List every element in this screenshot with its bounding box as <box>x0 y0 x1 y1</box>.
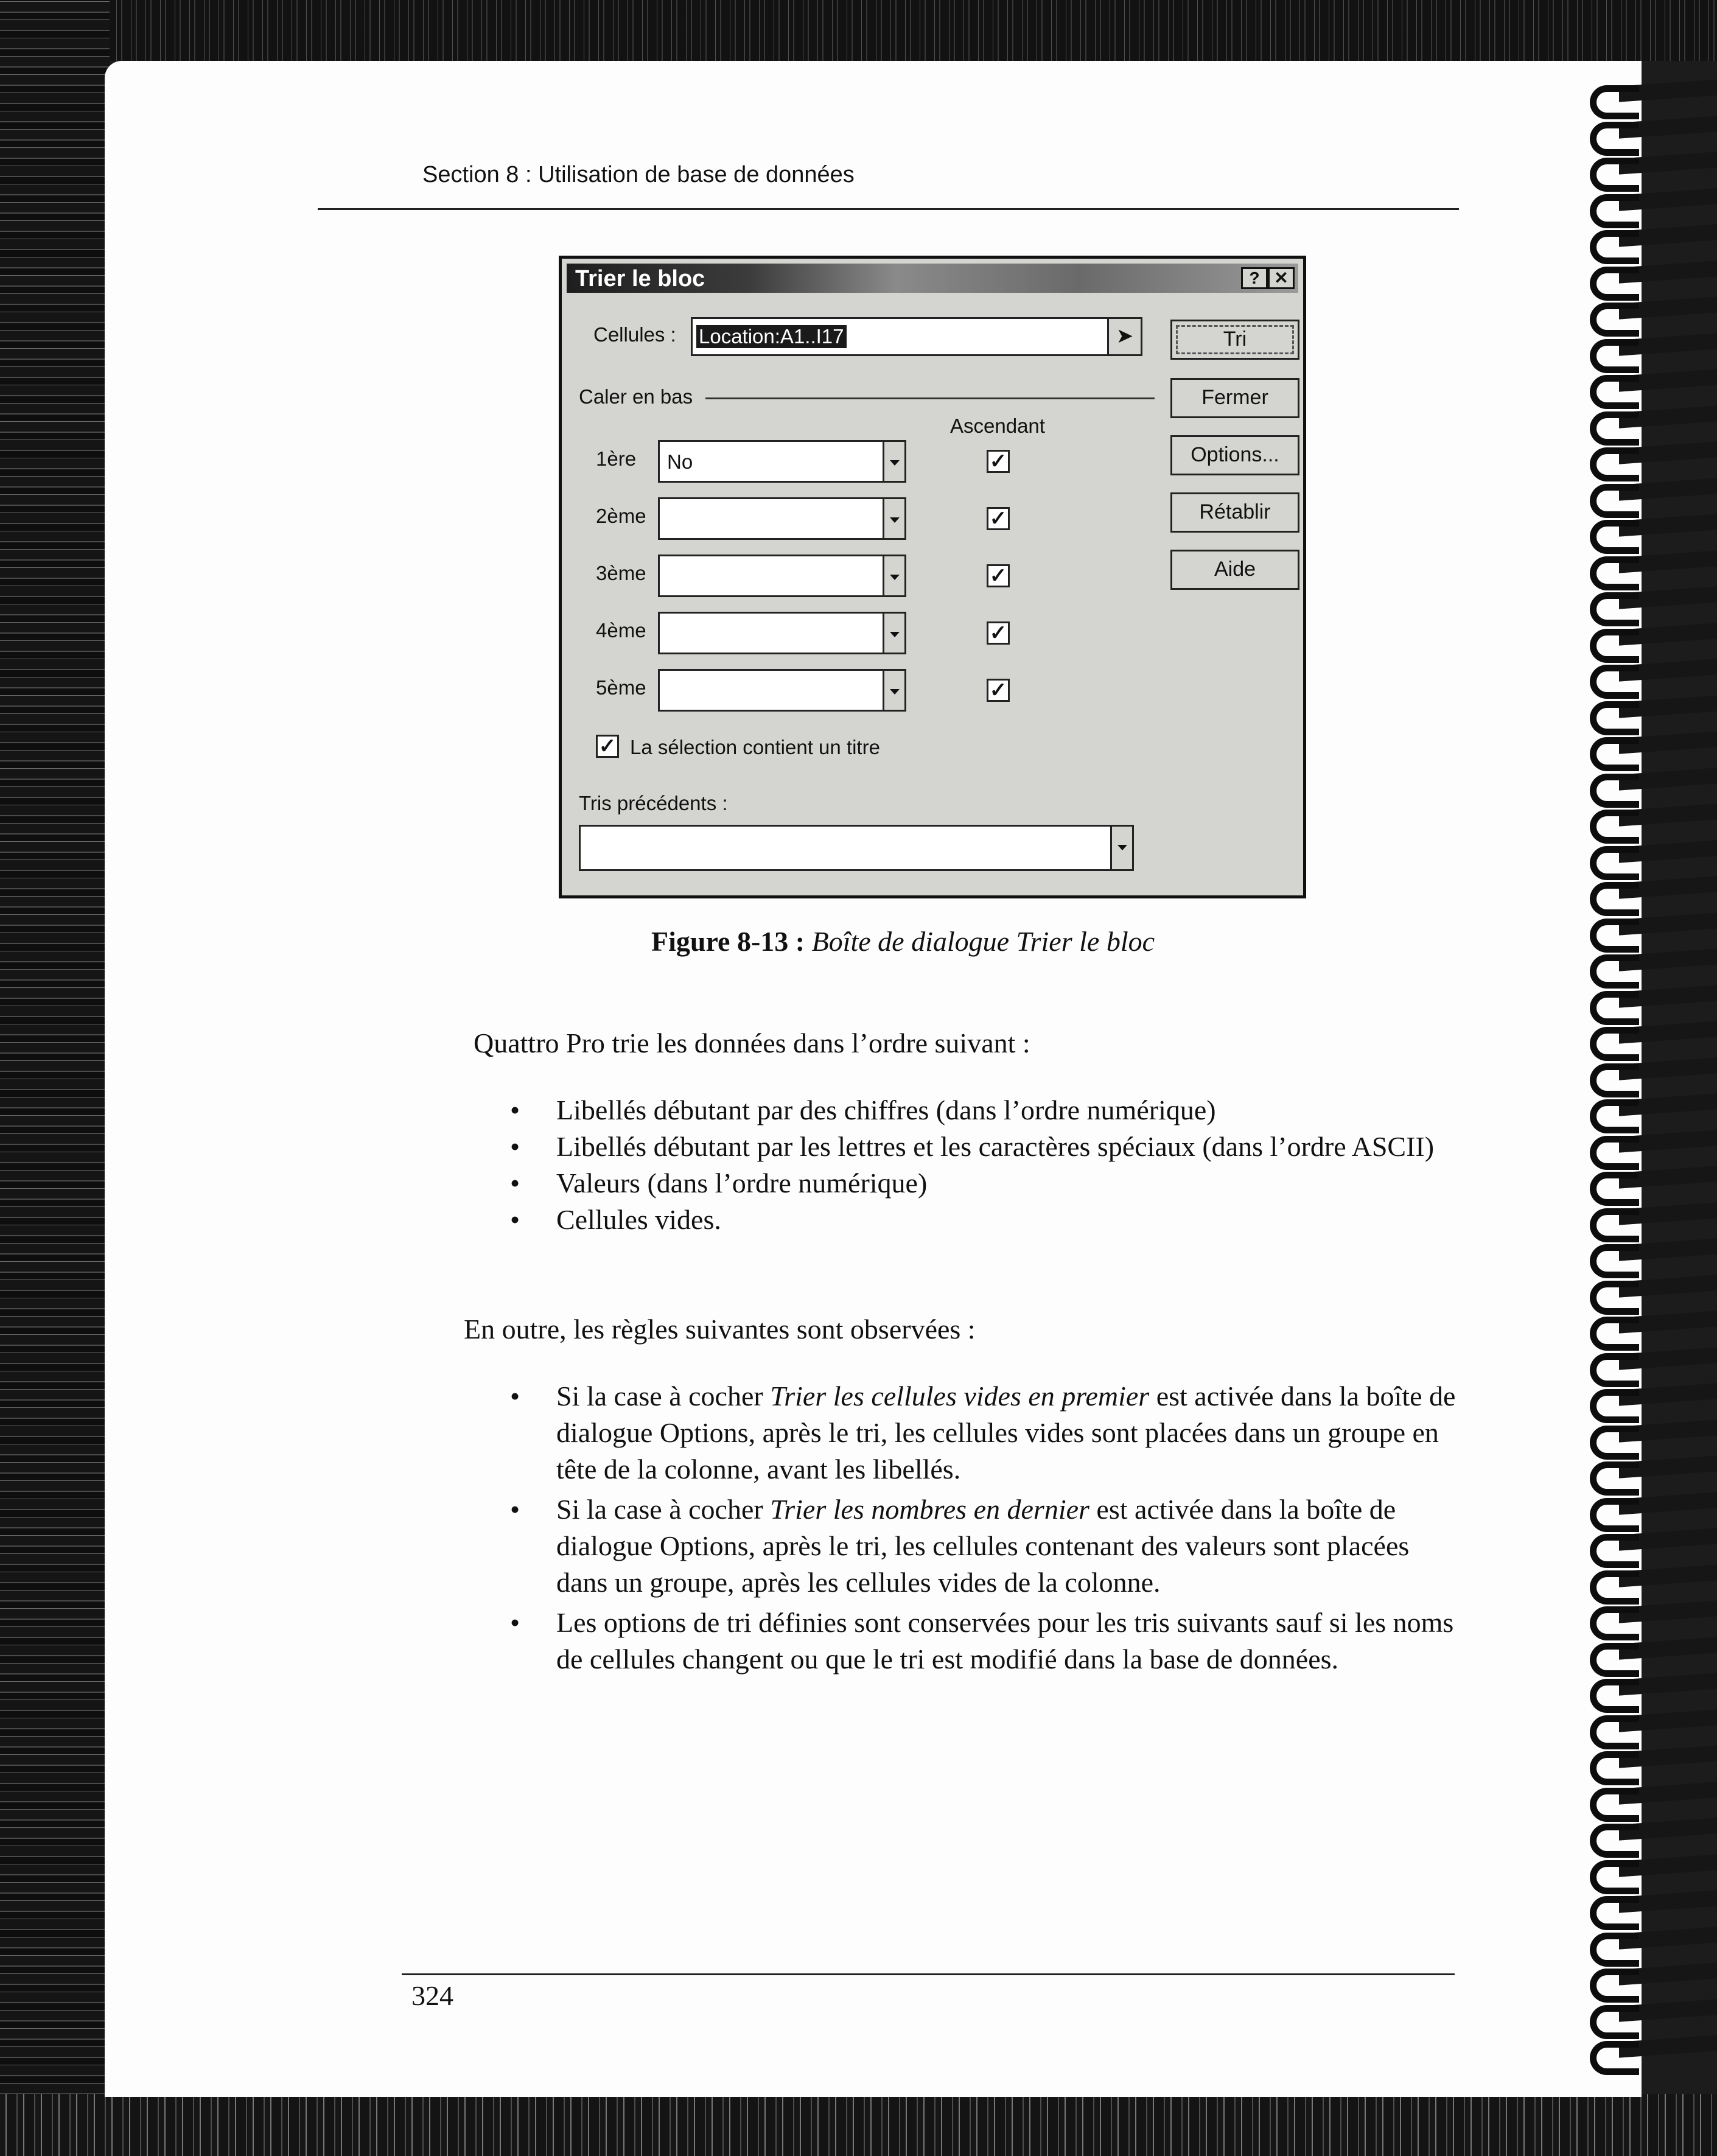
spiral-coil <box>1582 514 1717 549</box>
sort-key-5-ascending-checkbox[interactable]: ✓ <box>987 679 1010 702</box>
spiral-coil <box>1582 79 1717 114</box>
spiral-coil <box>1582 1564 1717 1600</box>
spiral-coil <box>1582 1637 1717 1672</box>
spiral-coil <box>1582 768 1717 803</box>
sort-key-1-label: 1ère <box>596 447 637 470</box>
spiral-coil <box>1582 1419 1717 1455</box>
spiral-coil <box>1582 1854 1717 1889</box>
spiral-coil <box>1582 1818 1717 1853</box>
scan-background-bottom <box>0 2094 1717 2156</box>
chevron-down-icon[interactable] <box>883 614 904 653</box>
figure-number: Figure 8-13 : <box>651 926 805 957</box>
select-range-pointer-icon[interactable]: ➤ <box>1107 319 1141 354</box>
group-label: Caler en bas <box>579 385 693 408</box>
sort-key-4-label: 4ème <box>596 619 646 642</box>
sort-key-1-ascending-checkbox[interactable]: ✓ <box>987 450 1010 473</box>
spiral-coil <box>1582 261 1717 296</box>
spiral-coil <box>1582 1745 1717 1780</box>
spiral-coil <box>1582 1709 1717 1745</box>
list-item: • Libellés débutant par les lettres et les caractères spéciaux (dans l’ordre ASCII) <box>556 1129 1439 1165</box>
sort-button[interactable]: Tri <box>1170 320 1299 360</box>
spiral-coil <box>1582 2035 1717 2070</box>
spiral-coil <box>1582 1057 1717 1093</box>
help-icon[interactable]: ? <box>1241 267 1268 289</box>
spiral-coil <box>1582 1130 1717 1165</box>
sort-key-5-select[interactable] <box>658 669 906 712</box>
spiral-coil <box>1582 1093 1717 1129</box>
options-button[interactable]: Options... <box>1170 435 1299 475</box>
page-number: 324 <box>411 1980 453 2011</box>
spiral-coil <box>1582 296 1717 332</box>
spiral-coil <box>1582 1202 1717 1237</box>
sort-key-3-select[interactable] <box>658 555 906 597</box>
order-intro: Quattro Pro trie les données dans l’ordre suivant : <box>474 1027 1030 1059</box>
list-item: • Valeurs (dans l’ordre numérique) <box>556 1165 1439 1202</box>
spiral-coil <box>1582 224 1717 259</box>
sort-block-dialog <box>559 256 1306 898</box>
spiral-coil <box>1582 1673 1717 1708</box>
rules-list <box>556 1378 1457 1678</box>
spiral-coil <box>1582 1383 1717 1418</box>
spiral-coil <box>1582 1782 1717 1817</box>
rules-intro: En outre, les règles suivantes sont observées : <box>464 1314 976 1345</box>
spiral-coil <box>1582 1166 1717 1201</box>
list-item <box>556 1378 1457 1488</box>
close-button[interactable]: Fermer <box>1170 378 1299 418</box>
figure-caption-text: Boîte de dialogue Trier le bloc <box>811 926 1155 957</box>
running-head <box>318 159 1459 210</box>
spiral-coil <box>1582 948 1717 984</box>
chevron-down-icon[interactable] <box>883 499 904 538</box>
sort-key-3-ascending-checkbox[interactable]: ✓ <box>987 564 1010 587</box>
spiral-coil <box>1582 1999 1717 2034</box>
sort-key-1-select[interactable] <box>658 440 906 483</box>
spiral-coil <box>1582 840 1717 875</box>
spiral-coil <box>1582 623 1717 658</box>
spiral-coil <box>1582 1528 1717 1563</box>
spiral-coil <box>1582 985 1717 1020</box>
spiral-coil <box>1582 1600 1717 1636</box>
spiral-coil <box>1582 152 1717 187</box>
spiral-coil <box>1582 695 1717 730</box>
spiral-coil <box>1582 405 1717 441</box>
scan-background-left <box>0 0 110 2156</box>
sort-key-3-label: 3ème <box>596 562 646 584</box>
sort-key-2-label: 2ème <box>596 505 646 527</box>
spiral-coil <box>1582 369 1717 404</box>
close-icon[interactable]: ✕ <box>1268 267 1295 289</box>
spiral-coil <box>1582 1311 1717 1346</box>
rule-option-name: Trier les nombres en dernier <box>770 1494 1089 1525</box>
chevron-down-icon[interactable] <box>1110 827 1132 869</box>
dialog-title: Trier le bloc <box>575 266 705 292</box>
rule-text: Les options de tri définies sont conservées pour les tris suivants sauf si les noms de cellules changent ou que le tri est modifié dans la base de données. <box>556 1607 1454 1675</box>
spiral-coil <box>1582 586 1717 621</box>
list-item <box>556 1491 1457 1601</box>
spiral-coil <box>1582 912 1717 948</box>
spiral-binding <box>1582 79 1717 2088</box>
chevron-down-icon[interactable] <box>883 442 904 481</box>
header-row-checkbox[interactable]: ✓ <box>596 735 619 758</box>
header-row-checkbox-label: La sélection contient un titre <box>630 736 880 758</box>
spiral-coil <box>1582 188 1717 223</box>
rule-text: est activée dans la boîte de dialogue Options, après le tri, les cellules contenant des valeurs sont placées dans un groupe, après les cellules vides de la colonne. <box>556 1494 1410 1598</box>
spiral-coil <box>1582 1492 1717 1527</box>
list-item: • Cellules vides. <box>556 1202 1439 1238</box>
spiral-coil <box>1582 478 1717 513</box>
rule-text: Si la case à cocher <box>556 1381 771 1412</box>
spiral-coil <box>1582 1455 1717 1491</box>
sort-key-2-ascending-checkbox[interactable]: ✓ <box>987 507 1010 530</box>
spiral-coil <box>1582 1927 1717 1962</box>
spiral-coil <box>1582 731 1717 766</box>
cells-input-value: Location:A1..I17 <box>696 325 847 348</box>
scan-background-top <box>0 0 1717 61</box>
running-head-text: Section 8 : Utilisation de base de données <box>422 162 855 187</box>
spiral-coil <box>1582 1962 1717 1998</box>
spiral-coil <box>1582 1238 1717 1273</box>
spiral-coil <box>1582 1347 1717 1382</box>
sort-order-list <box>556 1092 1439 1238</box>
group-divider <box>705 397 1155 399</box>
spiral-coil <box>1582 333 1717 368</box>
list-item: • Libellés débutant par des chiffres (dans l’ordre numérique) <box>556 1092 1439 1129</box>
sort-key-2-select[interactable] <box>658 497 906 540</box>
spiral-coil <box>1582 659 1717 694</box>
cells-label: Cellules : <box>593 323 676 346</box>
spiral-coil <box>1582 1021 1717 1056</box>
rule-text: Si la case à cocher <box>556 1494 771 1525</box>
spiral-coil <box>1582 803 1717 839</box>
help-button[interactable]: Aide <box>1170 550 1299 590</box>
figure-caption <box>651 925 1155 957</box>
cells-input[interactable] <box>691 317 1142 356</box>
spiral-coil <box>1582 550 1717 586</box>
chevron-down-icon[interactable] <box>883 556 904 595</box>
sort-key-1-value: No <box>667 450 693 473</box>
list-item <box>556 1605 1457 1678</box>
footer-rule <box>402 1973 1455 1975</box>
previous-sorts-label: Tris précédents : <box>579 792 728 814</box>
sort-key-4-select[interactable] <box>658 612 906 654</box>
previous-sorts-select[interactable] <box>579 825 1134 871</box>
spiral-coil <box>1582 1275 1717 1310</box>
rule-option-name: Trier les cellules vides en premier <box>770 1381 1150 1412</box>
sort-key-5-label: 5ème <box>596 676 646 699</box>
spiral-coil <box>1582 1890 1717 1925</box>
reset-button[interactable]: Rétablir <box>1170 492 1299 533</box>
rule-text: est activée dans la boîte de dialogue Options, après le tri, les cellules vides sont placées dans un groupe en tête de la colonne, avant les libellés. <box>556 1381 1456 1485</box>
chevron-down-icon[interactable] <box>883 671 904 710</box>
sort-key-4-ascending-checkbox[interactable]: ✓ <box>987 621 1010 645</box>
spiral-coil <box>1582 441 1717 477</box>
dialog-titlebar[interactable] <box>567 264 1298 293</box>
ascending-column-header: Ascendant <box>950 415 1045 437</box>
spiral-coil <box>1582 116 1717 151</box>
spiral-coil <box>1582 876 1717 911</box>
